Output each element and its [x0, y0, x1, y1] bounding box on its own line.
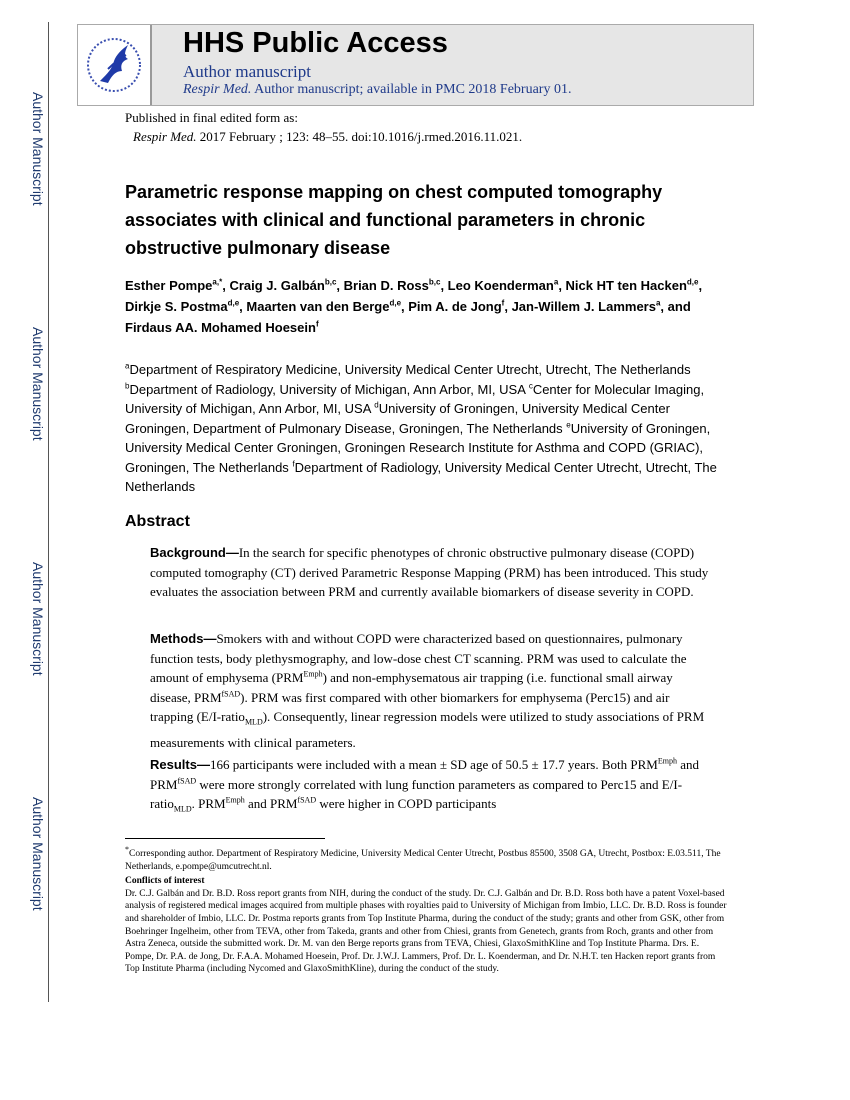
- section-text: ). Consequently, linear regression models were utilized to study associations of PRM measurements with clinical parameters.: [150, 709, 705, 750]
- journal-name: Respir Med.: [133, 129, 197, 144]
- section-text: were more strongly correlated with lung function parameters as compared to Perc15 and E/I-ratio: [150, 776, 683, 812]
- author: Firdaus AA. Mohamed Hoesein: [125, 320, 316, 335]
- margin-rule: [48, 22, 49, 1002]
- author-affiliation-mark: a: [553, 277, 559, 287]
- hhs-logo: [78, 25, 152, 105]
- section-text: and PRM: [150, 757, 699, 792]
- author-affiliation-mark: a,*: [212, 277, 223, 287]
- author: Nick HT ten Hacken: [565, 278, 687, 293]
- section-label: Methods—: [150, 631, 217, 646]
- section-text: Smokers with and without COPD were characterized based on questionnaires, pulmonary function tests, body plethysmography, and low-dose chest CT scanning. PRM was used to calculate the amount of emphysema (PRM: [150, 631, 687, 686]
- published-citation: [125, 108, 522, 146]
- superscript: fSAD: [297, 795, 317, 805]
- affiliation-mark: c: [528, 381, 533, 391]
- author: Pim A. de Jong: [408, 299, 502, 314]
- affiliation: Center for Molecular Imaging, University of Michigan, Ann Arbor, MI, USA: [125, 381, 705, 416]
- footnotes: [125, 844, 730, 976]
- section-text: In the search for specific phenotypes of chronic obstructive pulmonary disease (COPD) computed tomography (CT) derived Parametric Response Mapping (PRM) has been introduced. This study evaluates the association between PRM and currently available biomarkers of disease severity in COPD.: [150, 545, 709, 600]
- author: Dirkje S. Postma: [125, 299, 228, 314]
- superscript: Emph: [657, 756, 677, 766]
- affiliations: [125, 360, 735, 497]
- footnote-mark: *: [125, 844, 129, 854]
- hhs-eagle-icon: [78, 25, 150, 105]
- author: Maarten van den Berge: [246, 299, 390, 314]
- conflicts-heading: Conflicts of interest: [125, 876, 205, 887]
- author: Brian D. Ross: [343, 278, 429, 293]
- superscript: Emph: [225, 795, 245, 805]
- affiliation-mark: a: [125, 361, 130, 371]
- side-label: Author Manuscript: [30, 797, 46, 911]
- abstract-heading: Abstract: [125, 513, 190, 530]
- subscript: MLD: [244, 717, 263, 727]
- side-label: Author Manuscript: [30, 327, 46, 441]
- availability-text: Author manuscript; available in PMC 2018 February 01.: [254, 82, 572, 97]
- header-title: HHS Public Access: [183, 27, 448, 59]
- author-affiliation-mark: f: [501, 298, 505, 308]
- author-affiliation-mark: d,e: [389, 298, 402, 308]
- affiliation: University of Groningen, University Medical Center Groningen, Groningen Research Institute for Asthma and COPD (GRIAC), Groningen, The Netherlands: [125, 420, 711, 475]
- section-text: ) and non-emphysematous air trapping (i.e. functional small airway disease, PRM: [150, 670, 673, 705]
- abstract-results: [150, 755, 710, 819]
- subscript: MLD: [173, 804, 192, 814]
- affiliation: Department of Respiratory Medicine, University Medical Center Utrecht, Utrecht, The Netherlands: [129, 362, 691, 377]
- section-label: Results—: [150, 757, 210, 772]
- author-affiliation-mark: d,e: [227, 298, 240, 308]
- affiliation-mark: f: [292, 459, 295, 469]
- header-availability: [183, 82, 571, 98]
- abstract-methods: [150, 629, 710, 752]
- affiliation-mark: b: [125, 381, 130, 391]
- corresponding-author: Corresponding author. Department of Respiratory Medicine, University Medical Center Utrecht, Postbus 85500, 3508 GA, Utrecht, Postbox: E.03.511, The Netherlands, e.pompe@umcutrecht.nl.: [125, 849, 721, 872]
- superscript: Emph: [303, 669, 323, 679]
- abstract-background: [150, 543, 710, 602]
- superscript: fSAD: [221, 689, 241, 699]
- section-text: . PRM: [191, 796, 226, 812]
- section-text: and PRM: [244, 796, 298, 812]
- section-text: 166 participants were included with a mean ± SD age of 50.5 ± 17.7 years. Both PRM: [209, 757, 658, 772]
- author: Esther Pompe: [125, 278, 213, 293]
- author-affiliation-mark: a: [655, 298, 661, 308]
- side-label: Author Manuscript: [30, 92, 46, 206]
- author-affiliation-mark: d,e: [686, 277, 699, 287]
- author: Jan-Willem J. Lammers: [511, 299, 656, 314]
- journal-name: Respir Med.: [183, 82, 252, 97]
- side-label: Author Manuscript: [30, 562, 46, 676]
- article-title: Parametric response mapping on chest computed tomography associates with clinical and functional parameters in chronic obstructive pulmonary disease: [125, 182, 663, 258]
- author-list: Esther Pompe$^{a,*}$, Craig J. Galbán$^{b,c}$, Brian D. Ross$^{b,c}$, Leo Koenderman$^a$, Nick HT ten Hacken$^{d,e}$, Dirkje S. Postma$^{d,e}$, Maarten van den Berge$^{d,e}$, Pim A. de Jong$^f$, Jan-Willem J. Lammers$^a$, and Firdaus AA. Mohamed Hoesein$^f$: [125, 277, 703, 335]
- section-text: ). PRM was first compared with other biomarkers for emphysema (Perc15) and air trapping (E/I-ratio: [150, 689, 670, 725]
- affiliation-mark: d: [374, 400, 379, 410]
- superscript: fSAD: [177, 776, 197, 786]
- hhs-header: [77, 24, 754, 106]
- header-subtitle: Author manuscript: [183, 62, 311, 81]
- section-label: Background—: [150, 545, 239, 560]
- affiliation: University of Groningen, University Medical Center Groningen, Department of Pulmonary Disease, Groningen, The Netherlands: [125, 401, 670, 436]
- author-affiliation-mark: f: [315, 319, 319, 329]
- affiliation-mark: e: [566, 420, 571, 430]
- footnote-rule: [125, 838, 325, 839]
- author: Leo Koenderman: [447, 278, 554, 293]
- affiliation: Department of Radiology, University of Michigan, Ann Arbor, MI, USA: [129, 381, 526, 397]
- author: Craig J. Galbán: [229, 278, 325, 293]
- conflicts-text: Dr. C.J. Galbán and Dr. B.D. Ross report grants from NIH, during the conduct of the study. Dr. C.J. Galbán and Dr. B.D. Ross both have a patent Voxel-based analysis of registered medical images acquired from multiple phases with royalties paid to University of Michigan from Imbio, LLC. Dr. B.D. Ross is founder and shareholder of Imbio, LLC. Dr. Postma reports grants from Top Institute Pharma, during the conduct of the study; grants and other from GSK, other from Boehringer Ingelheim, other from TEVA, other from Takeda, grants and other from Chiesi, grants from Genetech, grants from Roch, grants and other from Astra Zeneca, outside the submitted work. Dr. M. van den Berge reports grans from TEVA, Chiesi, GlaxoSmithKline and Top Institute Pharma. Drs. E. Pompe, Dr. P.A. de Jong, Dr. F.A.A. Mohamed Hoesein, Prof. Dr. J.W.J. Lammers, Prof. Dr. L. Koenderman, and Dr. N.H.T. ten Hacken report grants from Top Institute Pharma (including Nycomed and GlaxoSmithKline), during the conduct of the study.: [125, 888, 727, 975]
- published-label: Published in final edited form as:: [125, 110, 298, 125]
- affiliation: Department of Radiology, University Medical Center Utrecht, Utrecht, The Netherlands: [125, 459, 717, 494]
- author-affiliation-mark: b,c: [324, 277, 337, 287]
- author-affiliation-mark: b,c: [428, 277, 441, 287]
- citation: 2017 February ; 123: 48–55. doi:10.1016/j.rmed.2016.11.021.: [199, 129, 523, 144]
- section-text: were higher in COPD participants: [316, 796, 497, 812]
